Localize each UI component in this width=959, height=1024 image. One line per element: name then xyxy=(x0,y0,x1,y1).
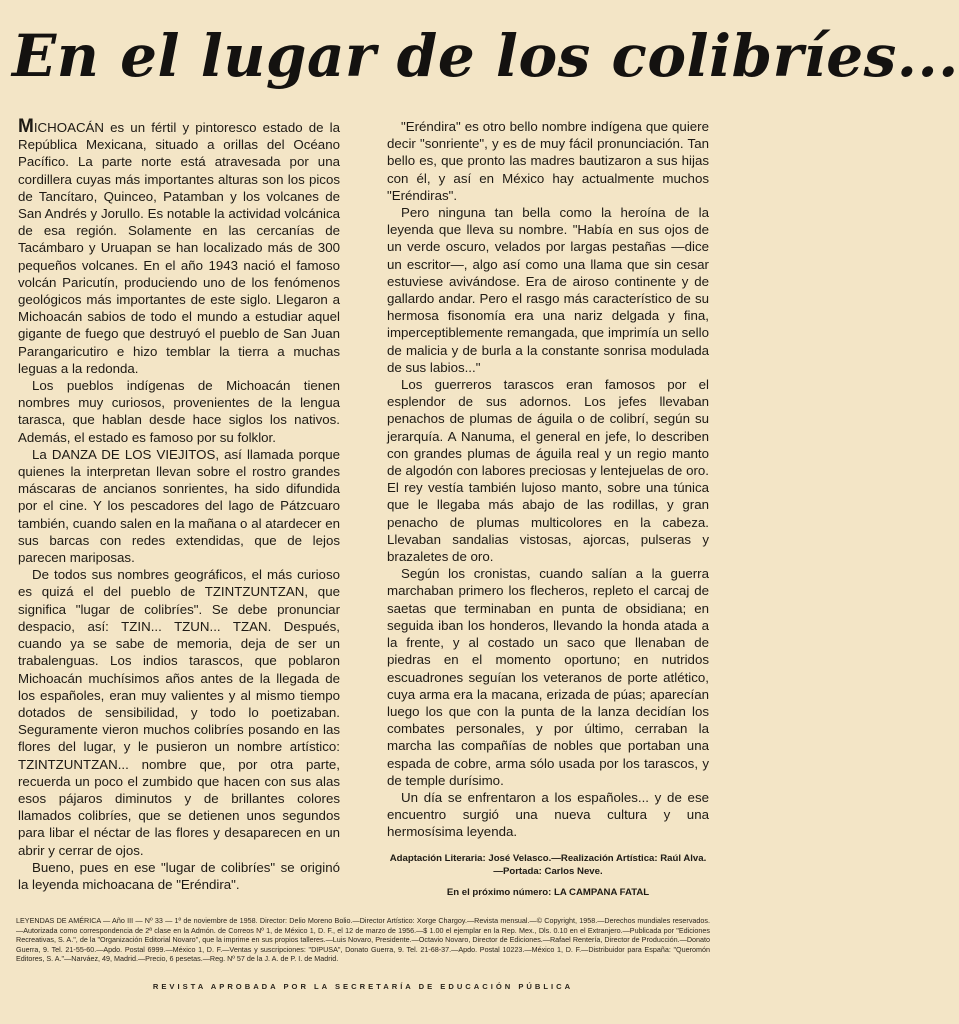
paragraph-2: Los pueblos indígenas de Michoacán tienen nombres muy curiosos, provenientes de la lengua tarasca, que hablan desde hace siglos los nativos. Además, el estado es famoso por su folklor. xyxy=(18,378,340,445)
paragraph-4: De todos sus nombres geográficos, el más curioso es quizá el del pueblo de TZINTZUNTZAN, que significa "lugar de colibríes". Se debe pronunciar despacio, así: TZIN... TZUN... TZAN. Después, cuando ya se sabe de memoria, deja de ser un trabalenguas. Los indios tarascos, que poblaron Michoacán muchísimos años antes de la llegada de los españoles, eran muy valientes y al mismo tiempo dotados de sensibilidad, y todo lo poetizaban. Seguramente vieron muchos colibríes posando en las flores del lugar, y le pusieron un nombre artístico: TZINTZUNTZAN... nombre que, por otra parte, recuerda un poco el zumbido que hacen con sus alas esos pájaros diminutos y de brillantes colores llamados colibríes, que se detienen unos segundos para libar el néctar de las flores y desaparecen en un abrir y cerrar de ojos. xyxy=(18,567,340,858)
credits-adaptation: Adaptación Literaria: José Velasco.—Realización Artística: Raúl Alva.—Portada: Carlos Neve. xyxy=(389,853,707,877)
paragraph-1-text: ICHOACÁN es un fértil y pintoresco estado de la República Mexicana, situado a orillas del Océano Pacífico. La parte norte está atravesada por una cordillera cuyas más importantes alturas son los picos de Tancítaro, Quinceo, Patamban y los volcanes de San Andrés y Jorullo. Es notable la actividad volcánica de esa región. Solamente en las cercanías de Tacámbaro y Uruapan se han localizado más de 300 pequeños volcanes. En el año 1943 nació el famoso volcán Paricutín, produciendo uno de los fenómenos geológicos más importantes de este siglo. Llegaron a Michoacán sabios de todo el mundo a estudiar aquel gigante de fuego que destruyó el pueblo de San Juan Parangaricutiro e hizo temblar la tierra a muchas leguas a la redonda. xyxy=(18,120,340,376)
paragraph-5: Bueno, pues en ese "lugar de colibríes" se originó la leyenda michoacana de "Eréndira". xyxy=(18,859,340,892)
paragraph-3: La DANZA DE LOS VIEJITOS, así llamada porque quienes la interpretan llevan sobre el rostro grandes máscaras de ancianos sonrientes, ha sido difundida por el cine. Y los pescadores del lago de Pátzcuaro también, cuando salen en la mañana o al atardecer en sus barcas con redes extendidas, que de lejos parecen mariposas. xyxy=(18,446,340,566)
left-column xyxy=(18,118,340,893)
approval-notice: REVISTA APROBADA POR LA SECRETARÍA DE EDUCACIÓN PÚBLICA xyxy=(152,982,574,991)
credits xyxy=(387,852,709,899)
next-issue: En el próximo número: LA CAMPANA FATAL xyxy=(446,887,650,898)
paragraph-1 xyxy=(18,118,340,377)
right-column xyxy=(387,118,709,841)
drop-cap: M xyxy=(18,116,34,137)
page-title: En el lugar de los colibríes... xyxy=(12,22,959,90)
paragraph-10: Un día se enfrentaron a los españoles... y de ese encuentro surgió una nueva cultura y una hermosísima leyenda. xyxy=(387,789,709,840)
paragraph-8: Los guerreros tarascos eran famosos por el esplendor de sus adornos. Los jefes llevaban penachos de plumas de águila o de colibrí, según su jerarquía. A Nanuma, el general en jefe, lo describen con grandes plumas de águila real y un regio manto de algodón con labores preciosas y lentejuelas de oro. El rey vestía también lujoso manto, sobre una túnica que le llegaba más abajo de las rodillas, y gran penacho de plumas multicolores en la cabeza. Llevaban sandalias vistosas, ajorcas, pulseras y brazaletes de oro. xyxy=(387,377,709,565)
colophon: LEYENDAS DE AMÉRICA — Año III — Nº 33 — 1º de noviembre de 1958. Director: Delio Moreno Bolio.—Director Artístico: Xorge Chargoy.—Revista mensual.—© Copyright, 1958.—Derechos mundiales reservados.—Autorizada como correspondencia de 2ª clase en la Admón. de Correos Nº 1, de México 1, D. F., el 12 de marzo de 1956.—$ 1.00 el ejemplar en la Rep. Mex., Dls. 0.10 en el Extranjero.—Publicada por "Ediciones Recreativas, S. A.", de la "Organización Editorial Novaro", que la imprime en sus propios talleres.—Luis Novaro, Presidente.—Octavio Novaro, Director de Ediciones.—Rafael Rentería, Director de Producción.—Donato Guerra, 9. Tel. 21-55-60.—Apdo. Postal 6999.—México 1, D. F.—Ventas y suscripciones: "DIPUSA", Donato Guerra, 9. Tel. 21-68-37.—Apdo. Postal 10223.—México 1, D. F.—Distribuidor para España: "Queromón Editores, S. A."—Narváez, 49, Madrid.—Precio, 6 pesetas.—Reg. Nº 57 de la J. A. de P. I. de Madrid. xyxy=(16,916,710,964)
paragraph-6: "Eréndira" es otro bello nombre indígena que quiere decir "sonriente", y es de muy fácil pronunciación. Tan bello es, que pronto las madres bautizaron a sus hijas con él, y así en México hay actualmente muchos "Eréndiras". xyxy=(387,119,709,203)
paragraph-9: Según los cronistas, cuando salían a la guerra marchaban primero los flecheros, repleto el carcaj de saetas que terminaban en punta de obsidiana; en seguida iban los honderos, llevando la honda atada a la frente, y al costado un saco que llenaban de piedras en el momento oportuno; en nutridos escuadrones seguían los veteranos de porte atlético, cuya arma era la macana, erizada de púas; aparecían luego los que con la punta de la lanza decidían los combates personales, y por último, cerraban la marcha las compañías de nobles que portaban una espada de cobre, arma sólo usada por los tarascos, y de temple durísimo. xyxy=(387,566,709,788)
paragraph-7: Pero ninguna tan bella como la heroína de la leyenda que lleva su nombre. "Había en sus ojos de un verde oscuro, velados por largas pestañas —dice un escritor—, algo así como una llama que sin cesar estuviese avivándose. Era de airoso continente y de gallardo andar. Pero el rasgo más característico de su hermosa fisonomía era una nariz delgada y fina, imperceptiblemente remangada, que imprimía un sello de malicia y de burla a la constante sonrisa modulada de sus labios..." xyxy=(387,205,709,375)
